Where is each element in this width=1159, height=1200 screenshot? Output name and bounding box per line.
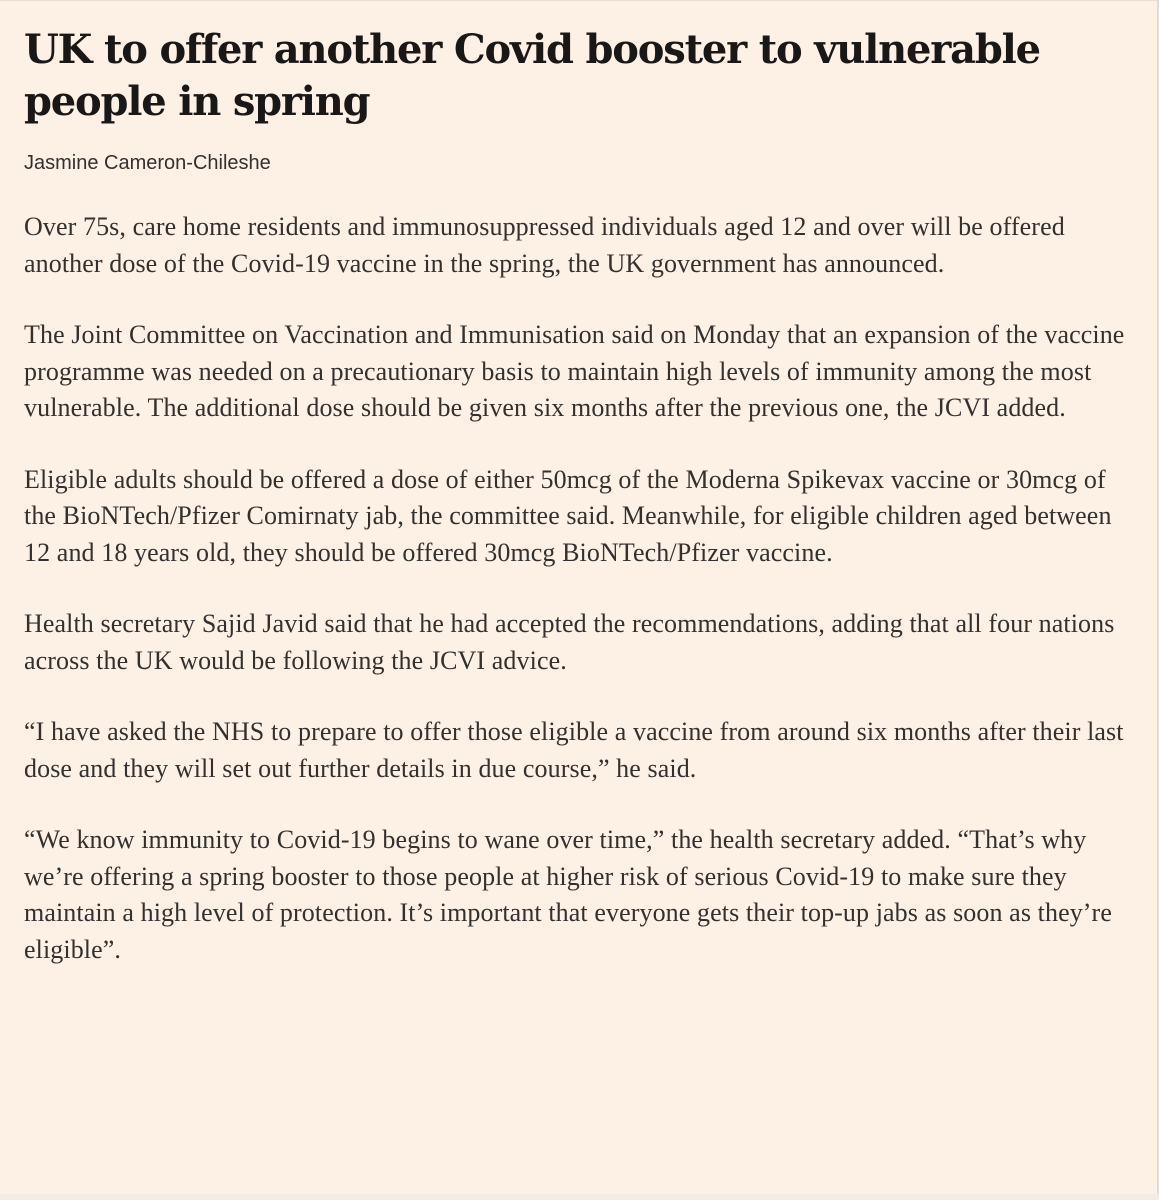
article-paragraph-4: Health secretary Sajid Javid said that he had accepted the recommendations, adding that all four nations across the UK would be following the JCVI advice. — [24, 609, 1115, 675]
article — [24, 24, 1134, 1003]
top-border — [0, 0, 1159, 1]
article-headline: UK to offer another Covid booster to vulnerable people in spring — [24, 26, 1040, 125]
article-paragraph-5: “I have asked the NHS to prepare to offer those eligible a vaccine from around six months after their last dose and they will set out further details in due course,” he said. — [24, 717, 1124, 783]
article-paragraph-1: Over 75s, care home residents and immunosuppressed individuals aged 12 and over will be offered another dose of the Covid-19 vaccine in the spring, the UK government has announced. — [24, 212, 1065, 278]
article-byline[interactable]: Jasmine Cameron-Chileshe — [24, 152, 271, 174]
article-paragraph-2: The Joint Committee on Vaccination and Immunisation said on Monday that an expansion of the vaccine programme was needed on a precautionary basis to maintain high levels of immunity among the most vulnerable. The additional dose should be given six months after the previous one, the JCVI added. — [24, 320, 1125, 422]
article-paragraph-6: “We know immunity to Covid-19 begins to wane over time,” the health secretary added. “That’s why we’re offering a spring booster to those people at higher risk of serious Covid-19 to make sure they maintain a high level of protection. It’s important that everyone gets their top-up jabs as soon as they’re eligible”. — [24, 825, 1112, 964]
bottom-border — [0, 1194, 1159, 1200]
article-body — [24, 209, 1134, 968]
article-paragraph-3: Eligible adults should be offered a dose of either 50mcg of the Moderna Spikevax vaccine or 30mcg of the BioNTech/Pfizer Comirnaty jab, the committee said. Meanwhile, for eligible children aged between 12 and 18 years old, they should be offered 30mcg BioNTech/Pfizer vaccine. — [24, 464, 1112, 567]
